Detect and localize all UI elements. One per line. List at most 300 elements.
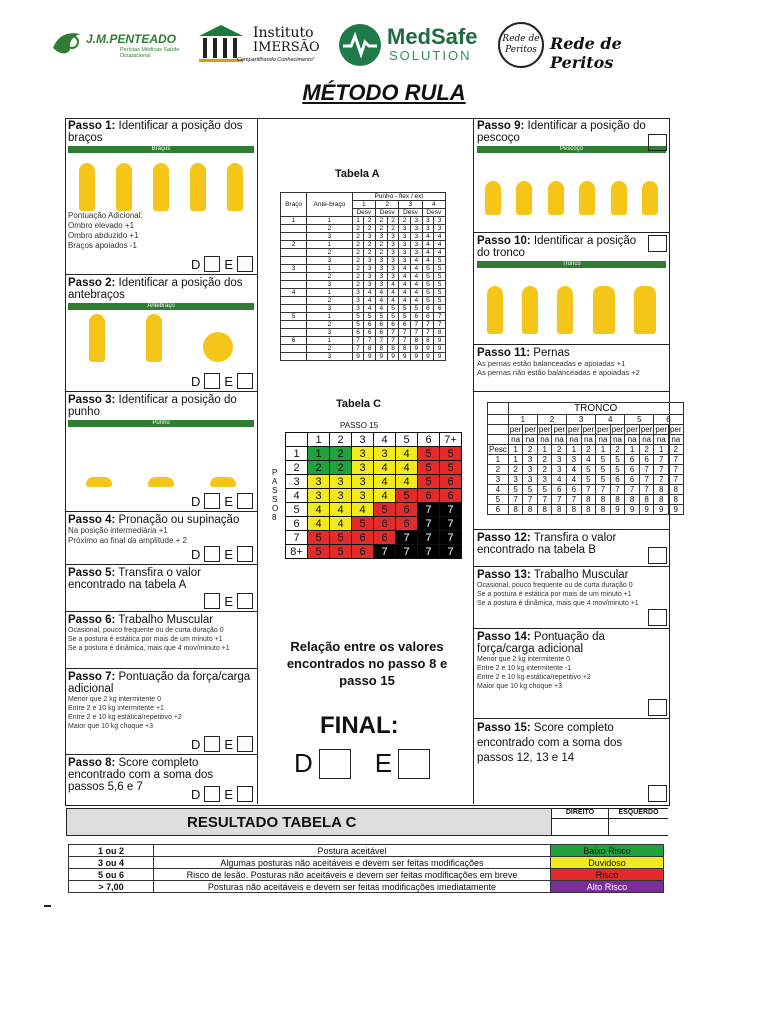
- table-row: [488, 455, 684, 465]
- table-cell: 8: [668, 495, 683, 505]
- table-cell: 3: [352, 297, 364, 305]
- table-cell: 5: [610, 455, 625, 465]
- table-cell: 2: [639, 445, 654, 455]
- col-header: 5: [625, 415, 654, 425]
- table-cell: 3: [364, 273, 376, 281]
- table-cell: 5: [596, 475, 611, 485]
- medsafe-emblem-icon: [337, 22, 383, 68]
- table-cell: 1: [537, 445, 552, 455]
- table-cell: 3: [330, 475, 352, 489]
- table-cell: 4: [410, 297, 422, 305]
- table-row: [281, 265, 446, 273]
- col-header: 6: [418, 433, 440, 447]
- final-direito-box[interactable]: [319, 749, 351, 779]
- table-cell: 2: [376, 249, 388, 257]
- table-cell: 6: [434, 305, 446, 313]
- col-header: 3: [399, 201, 422, 209]
- table-cell: 8: [422, 337, 434, 345]
- table-cell: 4: [374, 475, 396, 489]
- table-cell: 3: [410, 233, 422, 241]
- table-cell: 9: [422, 353, 434, 361]
- col-header: Desv: [376, 209, 399, 217]
- esquerdo-box[interactable]: [237, 546, 253, 562]
- right-column: [473, 118, 682, 804]
- tabela-a: [280, 192, 446, 361]
- final-esquerdo-box[interactable]: [398, 749, 430, 779]
- tabela-c-title: Tabela C: [336, 398, 382, 410]
- table-cell: per: [509, 425, 522, 434]
- punho-band: Punho: [68, 420, 254, 427]
- table-row: [281, 321, 446, 329]
- table-cell: 5: [418, 461, 440, 475]
- row-header: 3: [286, 475, 308, 489]
- table-cell: 7: [596, 485, 611, 495]
- passo9-box[interactable]: [648, 134, 667, 151]
- table-cell: 7: [440, 517, 462, 531]
- table-cell: 4: [567, 475, 582, 485]
- risk-desc: Risco de lesão. Posturas não aceitáveis e devem ser feitas modificações em breve: [154, 869, 551, 881]
- table-cell: 2: [364, 217, 376, 225]
- table-cell: 2: [399, 217, 411, 225]
- table-cell: 7: [537, 495, 552, 505]
- col-header: Desv: [422, 209, 445, 217]
- table-cell: 8: [625, 495, 640, 505]
- table-cell: 7: [567, 495, 582, 505]
- table-cell: 2: [537, 465, 552, 475]
- table-cell: 2: [352, 273, 364, 281]
- table-cell: 5: [352, 321, 364, 329]
- table-cell: 3: [376, 257, 388, 265]
- wrist-figures: [68, 429, 254, 487]
- table-cell: 3: [387, 249, 399, 257]
- instituto-text: Instituto: [253, 25, 314, 41]
- row-header: 1: [307, 313, 353, 321]
- table-cell: 4: [352, 503, 374, 517]
- passo-15: Passo 15: Score completo encontrado com a soma dos passos 12, 13 e 14: [474, 719, 669, 804]
- table-cell: 3: [523, 475, 538, 485]
- table-cell: 3: [387, 273, 399, 281]
- esquerdo-box[interactable]: [237, 736, 253, 752]
- table-cell: 7: [418, 517, 440, 531]
- row-header: 3: [281, 265, 307, 273]
- table-cell: 6: [422, 305, 434, 313]
- risk-row: [69, 881, 664, 893]
- table-cell: 5: [434, 281, 446, 289]
- table-cell: 6: [364, 321, 376, 329]
- table-cell: 5: [376, 313, 388, 321]
- table-cell: 4: [387, 297, 399, 305]
- table-cell: 9: [352, 353, 364, 361]
- row-header: 4: [488, 485, 509, 495]
- table-cell: 5: [422, 281, 434, 289]
- passo13-box[interactable]: [648, 609, 667, 626]
- row-header: 8+: [286, 545, 308, 559]
- row-header: [281, 273, 307, 281]
- row-header: 3: [307, 353, 353, 361]
- tabela-c: [285, 432, 462, 559]
- direito-header: DIREITO: [551, 809, 608, 819]
- passo-4: Passo 4: Pronação ou supinação Na posição intermediária +1 Próximo ao final da amplitude + 2 D E: [65, 512, 257, 565]
- table-cell: 9: [376, 353, 388, 361]
- table-cell: 5: [399, 305, 411, 313]
- table-cell: 6: [364, 329, 376, 337]
- jm-name: J.M.PENTEADO: [86, 32, 177, 46]
- direito-box[interactable]: [204, 593, 220, 609]
- tronco-header: TRONCO: [508, 403, 683, 415]
- table-cell: 2: [364, 249, 376, 257]
- risk-level: Risco: [551, 869, 664, 881]
- row-header: 1: [281, 217, 307, 225]
- table-cell: 6: [440, 475, 462, 489]
- row-header: 6: [488, 505, 509, 515]
- table-cell: 7: [422, 321, 434, 329]
- col-header: 6: [654, 415, 683, 425]
- table-cell: na: [596, 435, 611, 445]
- table-cell: 6: [552, 485, 567, 495]
- trunk-figure-icon: [487, 286, 503, 334]
- row-header: 2: [281, 241, 307, 249]
- esquerdo-box[interactable]: [237, 786, 253, 802]
- table-cell: 5: [440, 461, 462, 475]
- table-cell: 6: [440, 489, 462, 503]
- table-cell: 4: [396, 447, 418, 461]
- imersao-tagline: "Compartilhando Conhecimento": [235, 57, 315, 63]
- passo-6: Passo 6: Trabalho Muscular Ocasional, pouco frequente ou de curta duração 0 Se a postura é estática por mais de um minuto +1 Se a postura é dinâmica, mais que 4 mov/minuto +1: [65, 612, 257, 669]
- table-cell: 4: [422, 241, 434, 249]
- table-cell: 6: [567, 485, 582, 495]
- table-row: [488, 475, 684, 485]
- risk-level: Baixo Risco: [551, 845, 664, 857]
- table-cell: na: [567, 435, 582, 445]
- neck-figure-icon: [579, 181, 595, 215]
- neck-figures: [477, 155, 666, 215]
- col-header: 2: [376, 201, 399, 209]
- resultado-esquerdo-field[interactable]: [608, 819, 668, 835]
- risk-score: 1 ou 2: [69, 845, 154, 857]
- esquerdo-box[interactable]: [237, 593, 253, 609]
- table-cell: 8: [376, 345, 388, 353]
- col-header: 7+: [440, 433, 462, 447]
- table-cell: 9: [364, 353, 376, 361]
- table-cell: per: [611, 425, 624, 434]
- table-cell: 2: [668, 445, 683, 455]
- table-cell: 1: [567, 445, 582, 455]
- table-cell: 9: [654, 505, 669, 515]
- table-cell: 3: [352, 305, 364, 313]
- direito-box[interactable]: [204, 256, 220, 272]
- table-row: [286, 517, 462, 531]
- table-row: [281, 289, 446, 297]
- table-cell: [488, 435, 509, 445]
- table-cell: 4: [434, 233, 446, 241]
- table-cell: 2: [352, 257, 364, 265]
- table-cell: 5: [440, 447, 462, 461]
- resultado-bar: [66, 808, 668, 836]
- table-cell: 3: [399, 225, 411, 233]
- solution-text: SOLUTION: [389, 48, 472, 63]
- row-header: 4: [286, 489, 308, 503]
- col-header: 4: [374, 433, 396, 447]
- table-cell: 6: [352, 329, 364, 337]
- table-cell: 5: [352, 313, 364, 321]
- rede-text: Rede de Peritos: [550, 34, 622, 72]
- table-cell: 3: [523, 465, 538, 475]
- resultado-direito-field[interactable]: [551, 819, 608, 835]
- table-cell: 4: [387, 281, 399, 289]
- table-cell: na: [654, 435, 669, 445]
- p1-adjustments: Pontuação Adicional: Ombro elevado +1 Ombro abduzido +1 Braços apoiados -1: [68, 211, 143, 250]
- table-cell: 7: [639, 485, 654, 495]
- table-cell: 2: [523, 445, 538, 455]
- passo12-box[interactable]: [648, 547, 667, 564]
- table-cell: 3: [410, 241, 422, 249]
- table-cell: 5: [418, 475, 440, 489]
- table-cell: 8: [410, 337, 422, 345]
- table-cell: 4: [399, 297, 411, 305]
- risk-level: Alto Risco: [551, 881, 664, 893]
- table-cell: 8: [508, 505, 523, 515]
- table-cell: 4: [410, 273, 422, 281]
- table-cell: 3: [330, 489, 352, 503]
- table-cell: 7: [625, 485, 640, 495]
- table-cell: 9: [434, 337, 446, 345]
- table-cell: [488, 425, 509, 435]
- table-cell: 4: [399, 281, 411, 289]
- risk-score: > 7,00: [69, 881, 154, 893]
- table-row: [488, 505, 684, 515]
- table-cell: 6: [410, 313, 422, 321]
- row-header: [281, 305, 307, 313]
- table-cell: 5: [610, 465, 625, 475]
- passo-1: [65, 118, 257, 275]
- table-cell: 4: [374, 461, 396, 475]
- table-cell: 7: [410, 329, 422, 337]
- row-header: 2: [307, 273, 353, 281]
- neck-figure-icon: [611, 181, 627, 215]
- table-cell: na: [508, 435, 523, 445]
- col-header: Punho - flex / ext: [352, 193, 445, 201]
- row-header: [281, 233, 307, 241]
- table-cell: 8: [596, 495, 611, 505]
- passo-11: Passo 11: Pernas As pernas estão balanceadas e apoiadas +1 As pernas não estão balanceadas e apoiadas +2: [474, 345, 669, 392]
- table-cell: 8: [581, 495, 596, 505]
- col-header: 3: [567, 415, 596, 425]
- table-cell: 5: [422, 297, 434, 305]
- table-cell: 2: [376, 241, 388, 249]
- table-cell: 5: [330, 545, 352, 559]
- row-header: 1: [307, 265, 353, 273]
- table-row: [286, 531, 462, 545]
- table-row: [281, 273, 446, 281]
- table-cell: 7: [654, 465, 669, 475]
- table-cell: per: [553, 425, 566, 434]
- table-cell: 6: [374, 531, 396, 545]
- table-cell: 1: [508, 445, 523, 455]
- esquerdo-box[interactable]: [237, 373, 253, 389]
- direito-box[interactable]: [204, 736, 220, 752]
- table-cell: 2: [364, 241, 376, 249]
- medsafe-logo: [337, 22, 497, 68]
- passo15-box[interactable]: [648, 785, 667, 802]
- row-header: 1: [307, 289, 353, 297]
- risk-desc: Postura aceitável: [154, 845, 551, 857]
- table-cell: 9: [410, 345, 422, 353]
- table-cell: 9: [610, 505, 625, 515]
- passo-1-text: Identificar a posição dos braços: [68, 120, 243, 144]
- table-cell: 3: [410, 217, 422, 225]
- row-header: 4: [281, 289, 307, 297]
- row-header: [281, 281, 307, 289]
- trunk-figure-icon: [593, 286, 615, 334]
- passo14-box[interactable]: [648, 699, 667, 716]
- table-cell: 7: [374, 545, 396, 559]
- table-cell: 9: [434, 353, 446, 361]
- table-cell: [488, 403, 509, 415]
- passo-12: Passo 12: Transfira o valor encontrado na tabela B: [474, 530, 669, 567]
- col-header: Desv: [352, 209, 375, 217]
- table-cell: 5: [387, 305, 399, 313]
- pescoco-band: Pescoço: [477, 146, 666, 153]
- table-cell: 6: [376, 321, 388, 329]
- table-cell: 3: [374, 447, 396, 461]
- arm-figure-icon: [190, 163, 206, 211]
- table-cell: 4: [364, 289, 376, 297]
- esquerdo-box[interactable]: [237, 256, 253, 272]
- table-cell: 1: [654, 445, 669, 455]
- table-cell: per: [597, 425, 609, 434]
- table-cell: 4: [422, 257, 434, 265]
- table-cell: 2: [610, 445, 625, 455]
- table-cell: 6: [422, 313, 434, 321]
- table-cell: 7: [668, 455, 683, 465]
- direito-box[interactable]: [204, 546, 220, 562]
- table-cell: 9: [422, 345, 434, 353]
- table-cell: 8: [537, 505, 552, 515]
- table-cell: 7: [410, 321, 422, 329]
- table-cell: 6: [418, 489, 440, 503]
- tabela-b-box: [474, 392, 682, 530]
- table-cell: 9: [668, 505, 683, 515]
- table-cell: 3: [552, 455, 567, 465]
- table-cell: 2: [308, 461, 330, 475]
- table-cell: 8: [654, 495, 669, 505]
- col-header: 2: [537, 415, 566, 425]
- passo-3: Passo 3: Identificar a posição do punho Punho D E: [65, 392, 257, 512]
- table-cell: 3: [434, 217, 446, 225]
- table-cell: 6: [396, 503, 418, 517]
- arm-figure-icon: [79, 163, 95, 211]
- table-cell: 2: [581, 445, 596, 455]
- table-cell: 9: [387, 353, 399, 361]
- table-cell: 3: [308, 489, 330, 503]
- col-header: 4: [596, 415, 625, 425]
- table-row: [281, 297, 446, 305]
- direito-box[interactable]: [204, 786, 220, 802]
- table-cell: per: [640, 425, 653, 434]
- jm-subtitle: Perícias Médicas Saúde Ocupacional: [120, 47, 180, 59]
- table-cell: 5: [308, 545, 330, 559]
- table-cell: 4: [396, 461, 418, 475]
- table-cell: 5: [434, 265, 446, 273]
- table-cell: 5: [352, 517, 374, 531]
- table-cell: 4: [422, 249, 434, 257]
- table-cell: 4: [376, 289, 388, 297]
- table-cell: na: [639, 435, 654, 445]
- table-row: [281, 305, 446, 313]
- table-cell: 4: [399, 265, 411, 273]
- table-cell: 7: [352, 337, 364, 345]
- table-cell: 4: [422, 233, 434, 241]
- table-cell: 7: [440, 545, 462, 559]
- table-cell: 5: [422, 273, 434, 281]
- table-cell: 2: [330, 461, 352, 475]
- trunk-figure-icon: [522, 286, 538, 334]
- table-row: [488, 485, 684, 495]
- dash-mark: [44, 905, 51, 907]
- col-header: 5: [396, 433, 418, 447]
- table-cell: 3: [376, 265, 388, 273]
- table-cell: 3: [537, 475, 552, 485]
- table-cell: per: [626, 425, 638, 434]
- table-cell: 7: [422, 329, 434, 337]
- table-cell: 4: [410, 257, 422, 265]
- arm-figure-icon: [116, 163, 132, 211]
- table-cell: 3: [399, 249, 411, 257]
- table-cell: 5: [581, 475, 596, 485]
- table-cell: 2: [330, 447, 352, 461]
- table-cell: 9: [639, 505, 654, 515]
- risk-row: [69, 857, 664, 869]
- passo8-label: PASSO 8: [272, 468, 279, 522]
- table-cell: 5: [422, 265, 434, 273]
- risk-row: [69, 869, 664, 881]
- table-cell: 2: [352, 265, 364, 273]
- table-cell: 5: [410, 305, 422, 313]
- passo-13: Passo 13: Trabalho Muscular Ocasional, pouco frequente ou de curta duração 0 Se a postura é estática por mais de um minuto +1 Se a postura é dinâmica, mais que 4 mov/minuto +1: [474, 567, 669, 629]
- direito-box[interactable]: [204, 373, 220, 389]
- risk-score: 5 ou 6: [69, 869, 154, 881]
- table-row: [286, 545, 462, 559]
- direito-box[interactable]: [204, 493, 220, 509]
- table-cell: 7: [434, 321, 446, 329]
- row-header: 2: [307, 345, 353, 353]
- table-cell: 7: [581, 485, 596, 495]
- passo-14: Passo 14: Pontuação da força/carga adicional Menor que 2 kg intermitente 0 Entre 2 e 10 kg intermitente -1 Entre 2 e 10 kg estática/repetitivo +2 Maior que 10 kg choque +3: [474, 629, 669, 719]
- table-cell: 7: [440, 531, 462, 545]
- table-cell: 7: [418, 545, 440, 559]
- table-cell: 3: [352, 447, 374, 461]
- passo-9: Passo 9: Identificar a posição do pescoço Pescoço: [474, 118, 669, 233]
- table-cell: 3: [387, 241, 399, 249]
- forearm-figures: [68, 312, 254, 362]
- row-header: [281, 321, 307, 329]
- passo-5: Passo 5: Transfira o valor encontrado na tabela A E: [65, 565, 257, 612]
- row-header: 1: [307, 217, 353, 225]
- esquerdo-header: ESQUERDO: [608, 809, 668, 819]
- table-cell: 3: [376, 273, 388, 281]
- risk-table: [68, 844, 664, 893]
- table-cell: 6: [352, 531, 374, 545]
- table-cell: 3: [422, 217, 434, 225]
- esquerdo-box[interactable]: [237, 493, 253, 509]
- table-cell: 1: [508, 455, 523, 465]
- table-row: [488, 465, 684, 475]
- rede-seal: Rede de Peritos: [498, 22, 544, 68]
- passo10-box[interactable]: [648, 235, 667, 252]
- table-cell: 4: [387, 289, 399, 297]
- row-header: [281, 329, 307, 337]
- passo-10: Passo 10: Identificar a posição do tronco Tronco: [474, 233, 669, 345]
